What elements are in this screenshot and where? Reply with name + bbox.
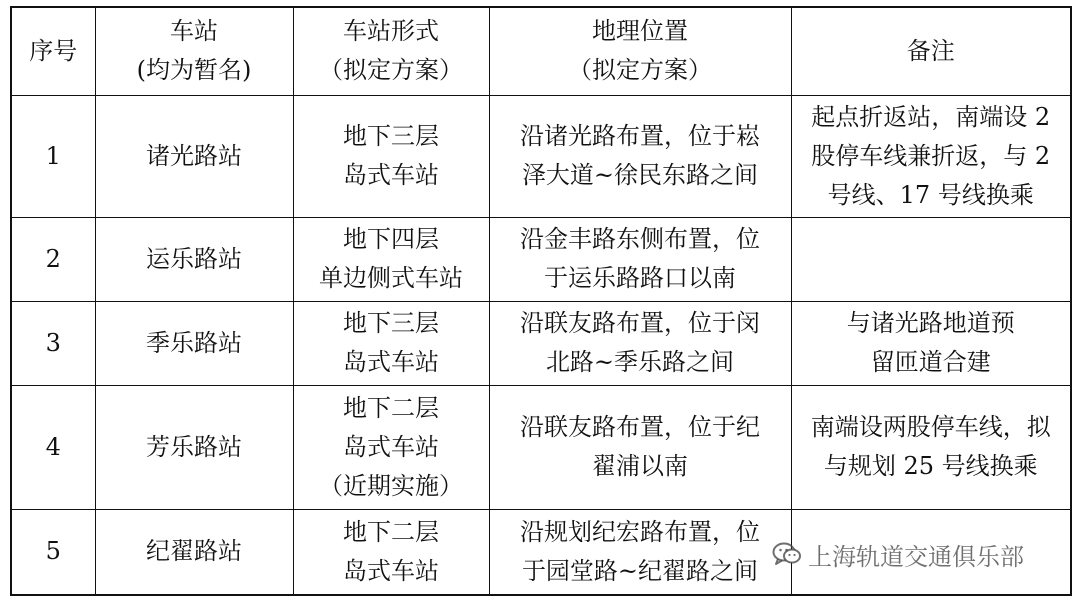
cell-form <box>293 301 489 385</box>
cell-line: 岛式车站 <box>343 348 439 376</box>
cell-line: 于园堂路~纪翟路之间 <box>521 556 759 585</box>
cell-line: (均为暂名) <box>136 56 252 85</box>
cell-line: 备注 <box>906 36 955 65</box>
cell-line: （拟定方案） <box>568 56 712 85</box>
cell-no <box>11 95 95 217</box>
cell-remark <box>791 385 1071 509</box>
cell-line: 沿联友路布置，位于纪 <box>520 413 760 441</box>
header-row <box>11 7 1071 95</box>
cell-line: （拟定方案） <box>319 56 463 85</box>
cell-remark <box>791 217 1071 301</box>
table-row <box>11 217 1071 301</box>
cell-line: 车站 <box>170 17 218 46</box>
cell-line: 单边侧式车站 <box>319 264 463 292</box>
cell-form <box>293 217 489 301</box>
cell-line: 于运乐路路口以南 <box>544 264 736 292</box>
cell-line: 股停车线兼折返，与 2 <box>811 141 1051 170</box>
cell-line: 地下二层 <box>343 393 439 422</box>
cell-line: 运乐路站 <box>146 244 242 273</box>
watermark-text: 上海轨道交通俱乐部 <box>808 542 1024 571</box>
cell-line: 岛式车站 <box>343 556 439 585</box>
table-row <box>11 301 1071 385</box>
cell-line: 车站形式 <box>343 17 439 46</box>
cell-line: 与诸光路地道预 <box>846 309 1015 337</box>
station-table <box>10 6 1072 596</box>
cell-line: 序号 <box>29 36 78 65</box>
cell-line: 诸光路站 <box>146 141 242 170</box>
cell-form <box>293 95 489 217</box>
cell-line: 2 <box>45 244 61 273</box>
cell-location <box>489 385 791 509</box>
cell-remark <box>791 95 1071 217</box>
cell-location <box>489 95 791 217</box>
cell-line: 留匝道合建 <box>870 348 991 376</box>
cell-line: 岛式车站 <box>343 432 439 461</box>
cell-location <box>489 509 791 595</box>
cell-station <box>95 95 293 217</box>
cell-line: 1 <box>45 141 61 170</box>
watermark <box>772 534 1024 574</box>
header-location <box>489 7 791 95</box>
cell-line: 沿规划纪宏路布置，位 <box>520 517 760 546</box>
cell-no <box>11 509 95 595</box>
cell-line: 季乐路站 <box>146 328 242 357</box>
cell-line: 沿联友路布置，位于闵 <box>520 309 760 337</box>
cell-line: 北路~季乐路之间 <box>545 348 735 376</box>
table-row <box>11 385 1071 509</box>
cell-station <box>95 301 293 385</box>
cell-remark <box>791 301 1071 385</box>
cell-line: 起点折返站，南端设 2 <box>811 102 1051 131</box>
cell-line: 翟浦以南 <box>592 452 688 480</box>
cell-line: 岛式车站 <box>343 161 439 189</box>
cell-line: 地理位置 <box>592 17 688 46</box>
header-station <box>95 7 293 95</box>
cell-line: 地下四层 <box>343 225 439 253</box>
cell-line: 南端设两股停车线，拟 <box>810 413 1051 441</box>
cell-line: 地下三层 <box>343 122 439 150</box>
cell-no <box>11 385 95 509</box>
cell-line: 地下三层 <box>343 309 439 337</box>
cell-location <box>489 301 791 385</box>
cell-line: 沿金丰路东侧布置，位 <box>520 225 760 253</box>
cell-line: 4 <box>45 432 61 461</box>
cell-line: 泽大道~徐民东路之间 <box>521 161 759 189</box>
header-form <box>293 7 489 95</box>
header-remark <box>791 7 1071 95</box>
cell-form <box>293 385 489 509</box>
table-row <box>11 95 1071 217</box>
cell-station <box>95 385 293 509</box>
header-no <box>11 7 95 95</box>
cell-line: 5 <box>45 537 61 566</box>
cell-line: 号线、17 号线换乘 <box>827 180 1034 209</box>
cell-line: 芳乐路站 <box>146 432 242 461</box>
cell-line: 纪翟路站 <box>146 537 242 566</box>
cell-form <box>293 509 489 595</box>
cell-location <box>489 217 791 301</box>
cell-station <box>95 509 293 595</box>
cell-line: 地下二层 <box>343 517 439 546</box>
wechat-icon <box>772 541 802 567</box>
cell-no <box>11 217 95 301</box>
cell-line: 沿诸光路布置，位于崧 <box>520 122 760 150</box>
cell-line: （近期实施） <box>319 471 463 500</box>
cell-line: 3 <box>45 328 61 357</box>
cell-station <box>95 217 293 301</box>
cell-line: 与规划 25 号线换乘 <box>823 452 1038 480</box>
cell-no <box>11 301 95 385</box>
